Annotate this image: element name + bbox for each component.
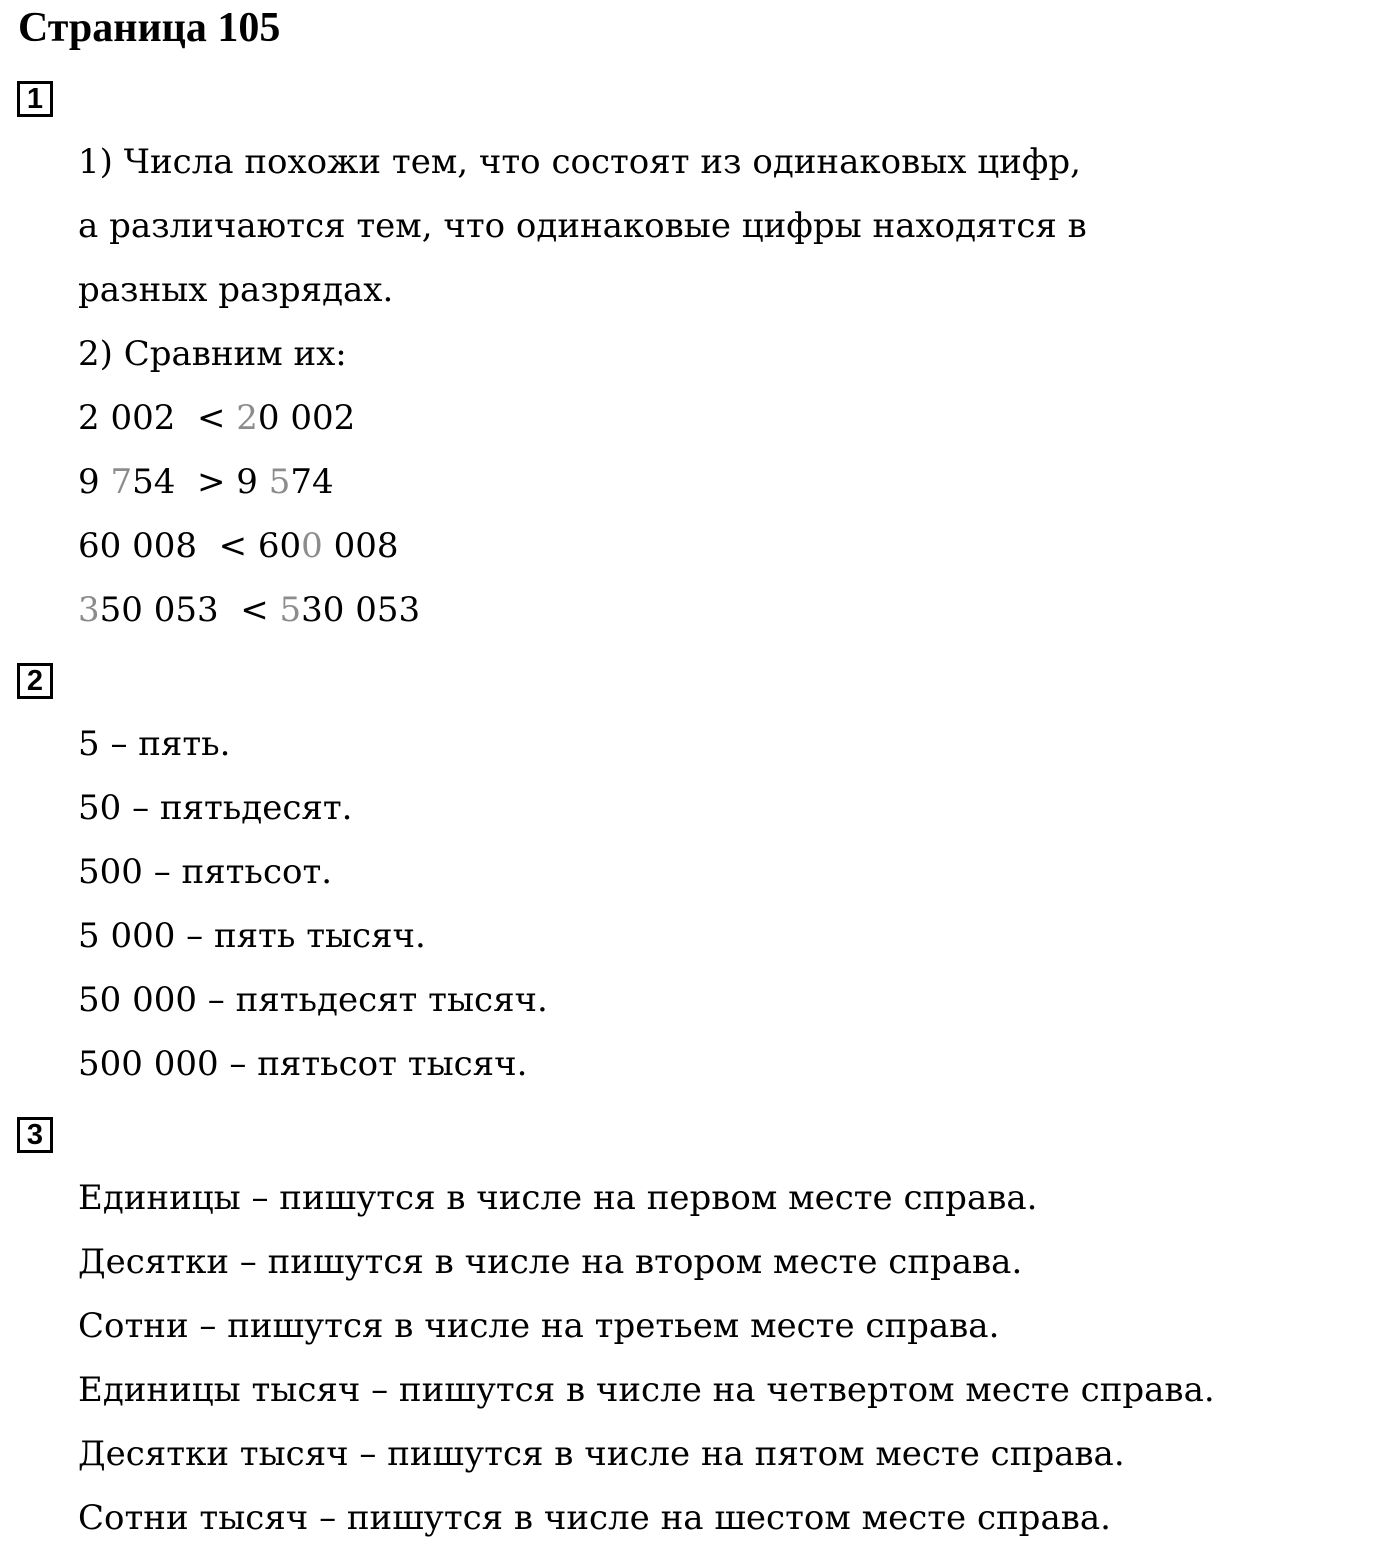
highlighted-digit: 2 (236, 398, 258, 438)
task1-text-line: 1) Числа похожи тем, что состоят из одинаковых цифр, (78, 142, 1081, 182)
page-title: Страница 105 (18, 5, 281, 51)
comparison-line (78, 524, 399, 568)
task-number-badge: 1 (17, 81, 53, 117)
task3-line: Сотни тысяч – пишутся в числе на шестом месте справа. (78, 1498, 1111, 1538)
comparison-line (78, 460, 334, 504)
task3-line: Сотни – пишутся в числе на третьем месте справа. (78, 1306, 1000, 1346)
comparison-text: 9 (78, 462, 111, 502)
task2-line: 500 – пятьсот. (78, 852, 333, 892)
task3-line: Единицы – пишутся в числе на первом месте справа. (78, 1178, 1038, 1218)
task1-text-line: а различаются тем, что одинаковые цифры находятся в (78, 206, 1087, 246)
highlighted-digit: 7 (110, 462, 133, 502)
task-number-badge: 3 (17, 1117, 53, 1153)
comparison-line (78, 396, 355, 440)
task2-line: 5 000 – пять тысяч. (78, 916, 426, 956)
task2-line: 500 000 – пятьсот тысяч. (78, 1044, 528, 1084)
comparison-text: 60 008 < 60 (78, 526, 302, 566)
highlighted-digit: 3 (78, 590, 100, 630)
task-number-badge: 2 (17, 663, 53, 699)
task2-line: 5 – пять. (78, 724, 231, 764)
comparison-text: 008 (322, 526, 399, 566)
comparison-text: 54 > 9 (132, 462, 269, 502)
task2-line: 50 000 – пятьдесят тысяч. (78, 980, 548, 1020)
highlighted-digit: 5 (268, 462, 291, 502)
task3-line: Десятки тысяч – пишутся в числе на пятом месте справа. (78, 1434, 1125, 1474)
comparison-text: 30 053 (301, 590, 421, 630)
task3-line: Десятки – пишутся в числе на втором месте справа. (78, 1242, 1023, 1282)
task1-text-line: разных разрядах. (78, 270, 394, 310)
comparison-line (78, 588, 420, 632)
highlighted-digit: 0 (301, 526, 323, 566)
highlighted-digit: 5 (279, 590, 302, 630)
comparison-text: 0 002 (257, 398, 356, 438)
task2-line: 50 – пятьдесят. (78, 788, 353, 828)
comparison-text: 2 002 < (78, 398, 237, 438)
task3-line: Единицы тысяч – пишутся в числе на четвертом месте справа. (78, 1370, 1215, 1410)
task1-text-line: 2) Сравним их: (78, 334, 347, 374)
comparison-text: 50 053 < (99, 590, 280, 630)
comparison-text: 74 (290, 462, 334, 502)
